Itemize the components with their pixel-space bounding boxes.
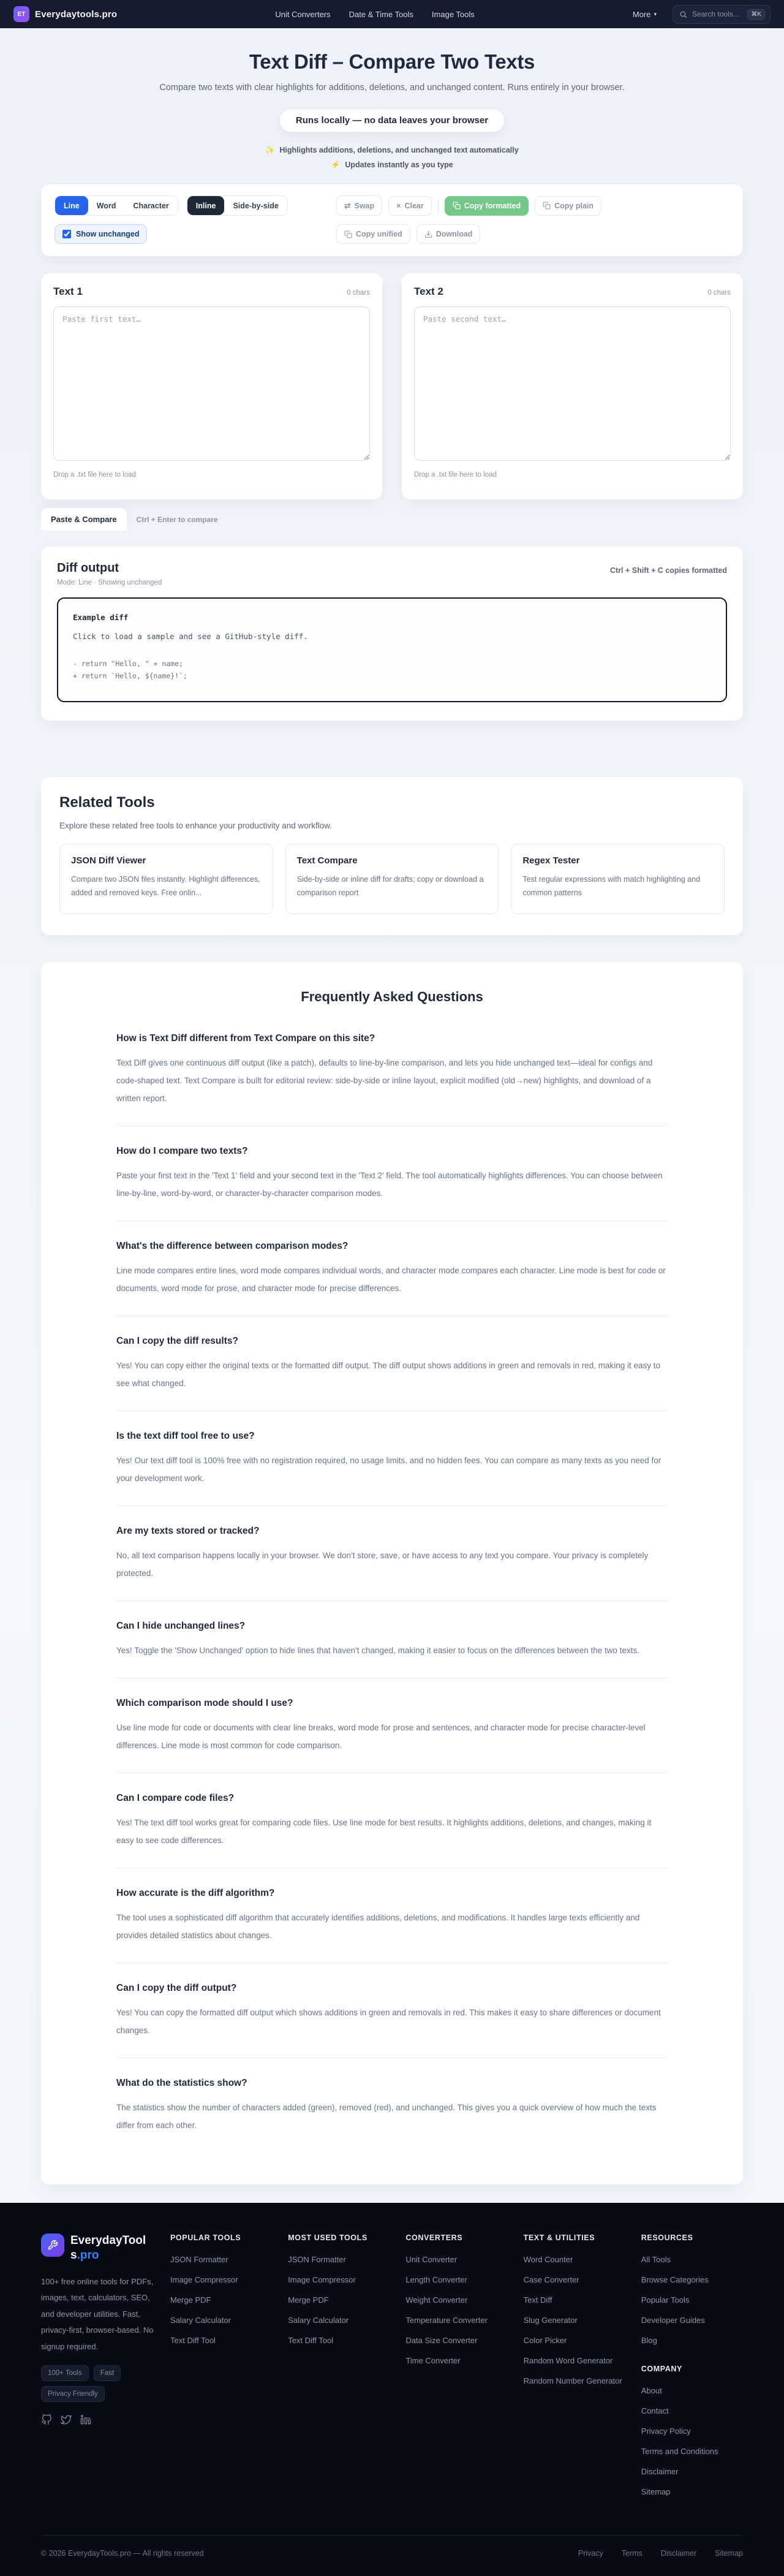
copy-plain-button[interactable] xyxy=(535,196,601,216)
footer-link[interactable]: JSON Formatter xyxy=(288,2255,346,2264)
footer-text-utilities-heading: TEXT & UTILITIES xyxy=(523,2233,595,2242)
footer-logo-icon xyxy=(41,2233,64,2257)
footer-badges xyxy=(41,2365,154,2402)
faq-answer: Line mode compares entire lines, word mode compares individual words, and character mode compares each character. Line mode is best for code or documents, word mode for prose, and character mode for precise differences. xyxy=(116,1265,666,1293)
faq-item xyxy=(116,1221,668,1316)
diff-copy-shortcut-hint: Ctrl + Shift + C copies formatted xyxy=(609,566,727,575)
faq-question: Is the text diff tool free to use? xyxy=(116,1430,255,1441)
nav-link[interactable]: Date & Time Tools xyxy=(349,9,413,19)
hero-features xyxy=(0,146,784,170)
text1-char-count: 0 chars xyxy=(347,289,370,297)
footer-link[interactable]: Temperature Converter xyxy=(405,2316,488,2325)
search-icon xyxy=(679,10,687,18)
nav-more-label: More xyxy=(632,9,651,19)
footer-brand-base: EverydayTools xyxy=(70,2234,146,2262)
show-unchanged-toggle[interactable] xyxy=(55,224,147,244)
copy-formatted-label: Copy formatted xyxy=(464,201,521,210)
site-footer xyxy=(0,2203,784,2576)
copy-formatted-button[interactable] xyxy=(445,196,529,216)
copy-icon xyxy=(543,202,551,210)
feature-text: Highlights additions, deletions, and unchanged text automatically xyxy=(279,146,519,154)
faq-title: Frequently Asked Questions xyxy=(301,988,483,1004)
text2-textarea[interactable] xyxy=(414,306,731,461)
clear-label: Clear xyxy=(404,201,424,210)
faq-item xyxy=(116,1601,668,1678)
footer-brand-column xyxy=(41,2233,154,2507)
page-subtitle: Compare two texts with clear highlights for additions, deletions, and unchanged content. Runs entirely in your browser. xyxy=(159,83,625,93)
search-input[interactable] xyxy=(673,5,771,24)
footer-most-used-links xyxy=(288,2254,390,2346)
faq-item xyxy=(116,2058,668,2153)
faq-answer: Paste your first text in the 'Text 1' field and your second text in the 'Text 2' field. The tool automatically highlights differences. You can choose between line-by-line, word-by-word, or character-by-character comparison modes. xyxy=(116,1170,663,1198)
diff-output-box[interactable] xyxy=(57,597,727,702)
footer-most-used-column xyxy=(288,2233,390,2507)
hero xyxy=(0,28,784,184)
granularity-segmented-control xyxy=(55,195,178,216)
faq-list xyxy=(116,1033,668,2153)
footer-link[interactable]: Privacy Policy xyxy=(641,2426,691,2436)
faq-answer: Text Diff gives one continuous diff output (like a patch), defaults to line-by-line comparison, and lets you hide unchanged text—ideal for configs and code-shaped text. Text Compare is built for editorial review: side-by-side or inline layout, explicit modified (old→new) highlights, and download of a written report. xyxy=(116,1058,653,1103)
faq-answer: The statistics show the number of characters added (green), removed (red), and unchanged. This gives you a quick overview of how much the texts differ from each other. xyxy=(116,2102,657,2130)
footer-brand-name xyxy=(70,2233,154,2263)
faq-item xyxy=(116,1868,668,1963)
runs-locally-badge: Runs locally — no data leaves your browser xyxy=(279,108,505,132)
main-nav xyxy=(117,10,633,19)
related-tool-desc: Side-by-side or inline diff for drafts; copy or download a comparison report xyxy=(296,874,484,897)
related-tool-title: Text Compare xyxy=(296,855,358,866)
footer-link[interactable]: Weight Converter xyxy=(405,2295,468,2305)
footer-link[interactable]: Merge PDF xyxy=(170,2295,211,2305)
show-unchanged-checkbox[interactable] xyxy=(62,230,71,238)
footer-link[interactable]: All Tools xyxy=(641,2255,671,2264)
footer-link[interactable]: Merge PDF xyxy=(288,2295,329,2305)
footer-link[interactable]: Slug Generator xyxy=(523,2316,578,2325)
linkedin-icon[interactable] xyxy=(80,2414,91,2425)
footer-link[interactable]: Text Diff Tool xyxy=(170,2336,216,2345)
footer-link[interactable]: Developer Guides xyxy=(641,2316,705,2325)
footer-link[interactable]: Terms and Conditions xyxy=(641,2447,718,2456)
chevron-down-icon: ▾ xyxy=(654,10,657,17)
layout-segmented-control xyxy=(187,195,288,216)
site-header xyxy=(0,0,784,28)
faq-answer: Yes! Toggle the 'Show Unchanged' option to hide lines that haven't changed, making it easier to focus on the differences between the two texts. xyxy=(116,1645,640,1655)
faq-answer: Yes! You can copy either the original texts or the formatted diff output. The diff output shows additions in green and removals in red, making it easy to see what changed. xyxy=(116,1360,661,1388)
show-unchanged-label: Show unchanged xyxy=(76,230,140,238)
copy-icon xyxy=(344,230,352,238)
faq-item xyxy=(116,1126,668,1221)
faq-question: Can I compare code files? xyxy=(116,1792,235,1803)
footer-social xyxy=(41,2414,154,2425)
feature-text: Updates instantly as you type xyxy=(345,161,453,169)
mode-word-button[interactable]: Word xyxy=(88,196,125,215)
swap-icon: ⇄ xyxy=(344,202,351,210)
footer-popular-links xyxy=(170,2254,272,2346)
footer-link[interactable]: Salary Calculator xyxy=(170,2316,231,2325)
text1-title: Text 1 xyxy=(53,286,83,297)
footer-description: 100+ free online tools for PDFs, images, text, calculators, SEO, and developer utilities. Fast, privacy-first, browser-based. No signup required. xyxy=(41,2276,154,2352)
footer-popular-heading: POPULAR TOOLS xyxy=(170,2233,241,2242)
copy-unified-label: Copy unified xyxy=(356,230,402,238)
footer-link[interactable]: Text Diff Tool xyxy=(288,2336,334,2345)
footer-resources-company-column xyxy=(641,2233,743,2507)
text-panels xyxy=(41,273,743,499)
related-tools-card xyxy=(41,777,743,935)
faq-question: Can I copy the diff results? xyxy=(116,1335,238,1346)
footer-badge: 100+ Tools xyxy=(41,2365,89,2381)
mode-line-button[interactable]: Line xyxy=(55,196,88,215)
diff-added-line: + return `Hello, ${name}!`; xyxy=(73,672,187,681)
faq-question: Can I hide unchanged lines? xyxy=(116,1620,246,1631)
footer-link[interactable]: Contact xyxy=(641,2406,669,2415)
footer-popular-column xyxy=(170,2233,272,2507)
faq-question: Are my texts stored or tracked? xyxy=(116,1525,260,1536)
faq-question: How do I compare two texts? xyxy=(116,1145,248,1156)
faq-answer: No, all text comparison happens locally in your browser. We don't store, save, or have access to any text you compare. Your privacy is completely protected. xyxy=(116,1550,649,1578)
footer-link[interactable]: Unit Converter xyxy=(405,2255,458,2264)
footer-company-links xyxy=(641,2385,743,2498)
diff-mode-status: Mode: Line · Showing unchanged xyxy=(57,579,162,586)
footer-text-utilities-column xyxy=(524,2233,625,2507)
nav-link[interactable]: Unit Converters xyxy=(275,9,331,19)
layout-side-by-side-button[interactable]: Side-by-side xyxy=(224,196,287,215)
footer-link[interactable]: Data Size Converter xyxy=(405,2336,478,2345)
faq-item xyxy=(116,1678,668,1773)
footer-link[interactable]: Color Picker xyxy=(523,2336,567,2345)
diff-sample-title: Example diff xyxy=(73,613,129,622)
compare-shortcut-hint: Ctrl + Enter to compare xyxy=(136,515,218,524)
footer-bottom-link[interactable]: Disclaimer xyxy=(660,2549,697,2558)
footer-link[interactable]: Blog xyxy=(641,2336,657,2345)
footer-link[interactable]: Time Converter xyxy=(405,2356,461,2365)
footer-bottom-link[interactable]: Privacy xyxy=(578,2549,603,2558)
faq-item xyxy=(116,1411,668,1506)
brand[interactable] xyxy=(13,6,117,22)
faq-question: How is Text Diff different from Text Compare on this site? xyxy=(116,1032,375,1044)
footer-brand-tld: .pro xyxy=(77,2248,99,2262)
footer-link[interactable]: Word Counter xyxy=(523,2255,573,2264)
related-tool-card[interactable] xyxy=(59,844,273,914)
faq-answer: Use line mode for code or documents with clear line breaks, word mode for prose and sentences, and character mode for precise character-level differences. Line mode is most common for code comparison. xyxy=(116,1722,646,1750)
footer-link[interactable]: Popular Tools xyxy=(641,2295,690,2305)
nav-more-menu[interactable] xyxy=(633,10,657,19)
footer-badge: Fast xyxy=(94,2365,121,2381)
faq-question: What do the statistics show? xyxy=(116,2077,247,2088)
related-tools-title: Related Tools xyxy=(59,794,155,811)
footer-converters-links xyxy=(405,2254,507,2366)
footer-link[interactable]: Random Number Generator xyxy=(523,2376,622,2385)
github-icon[interactable] xyxy=(41,2414,52,2425)
faq-question: Which comparison mode should I use? xyxy=(116,1697,293,1708)
footer-link[interactable]: About xyxy=(641,2386,662,2395)
footer-link[interactable]: Browse Categories xyxy=(641,2275,709,2284)
faq-answer: Yes! Our text diff tool is 100% free with no registration required, no usage limits, and no hidden fees. You can compare as many texts as you need for your development work. xyxy=(116,1455,662,1483)
faq-question: What's the difference between comparison modes? xyxy=(116,1240,349,1251)
footer-bottom-link[interactable]: Sitemap xyxy=(715,2549,743,2558)
footer-link[interactable]: Salary Calculator xyxy=(288,2316,349,2325)
diff-output-title: Diff output xyxy=(57,561,119,575)
swap-button[interactable] xyxy=(336,195,382,216)
footer-link[interactable]: Random Word Generator xyxy=(523,2356,613,2365)
download-button[interactable] xyxy=(417,224,481,244)
diff-removed-line: - return "Hello, " + name; xyxy=(73,659,184,668)
diff-output-card xyxy=(41,547,743,721)
footer-resources-links xyxy=(641,2254,743,2346)
faq-answer: The tool uses a sophisticated diff algorithm that accurately identifies additions, deletions, and modifications. It handles large texts efficiently and provides detailed statistics about changes. xyxy=(116,1912,640,1940)
faq-item xyxy=(116,1033,668,1126)
footer-link[interactable]: Image Compressor xyxy=(288,2275,356,2284)
swap-label: Swap xyxy=(354,201,375,210)
related-tool-card[interactable] xyxy=(511,844,725,914)
compare-bar xyxy=(41,508,743,531)
footer-text-utilities-links xyxy=(524,2254,625,2387)
footer-bottom-bar xyxy=(41,2535,743,2576)
paste-compare-button[interactable]: Paste & Compare xyxy=(41,508,127,531)
faq-item xyxy=(116,1963,668,2058)
related-tools-grid xyxy=(59,844,725,914)
faq-card xyxy=(41,962,743,2184)
faq-item xyxy=(116,1506,668,1601)
footer-bottom-link[interactable]: Terms xyxy=(621,2549,643,2558)
diff-sample-desc: Click to load a sample and see a GitHub-style diff. xyxy=(73,631,308,641)
related-tool-title: Regex Tester xyxy=(522,855,580,866)
related-tool-desc: Compare two JSON files instantly. Highlight differences, added and removed keys. Free onlin... xyxy=(71,874,260,897)
footer-converters-column xyxy=(405,2233,507,2507)
nav-link[interactable]: Image Tools xyxy=(431,9,475,19)
search-kbd-badge: ⌘K xyxy=(747,9,765,20)
faq-question: Can I copy the diff output? xyxy=(116,1982,237,1993)
footer-bottom-links xyxy=(578,2549,743,2558)
copyright-text: © 2026 EverydayTools.pro — All rights reserved xyxy=(41,2549,204,2558)
related-tool-card[interactable] xyxy=(285,844,499,914)
text1-textarea[interactable] xyxy=(53,306,370,461)
feature-icon: ✨ xyxy=(265,146,275,154)
related-tool-title: JSON Diff Viewer xyxy=(71,855,146,866)
toolbar-divider xyxy=(438,198,439,214)
footer-company-heading: COMPANY xyxy=(641,2365,682,2373)
footer-converters-heading: CONVERTERS xyxy=(405,2233,463,2242)
footer-link[interactable]: Image Compressor xyxy=(170,2275,238,2284)
text2-drop-hint: Drop a .txt file here to load xyxy=(414,471,497,479)
footer-link[interactable]: Disclaimer xyxy=(641,2467,679,2476)
mode-character-button[interactable]: Character xyxy=(124,196,177,215)
search-placeholder: Search tools... xyxy=(692,10,739,18)
download-icon xyxy=(424,230,432,238)
text2-title: Text 2 xyxy=(414,286,443,297)
copy-plain-label: Copy plain xyxy=(554,201,594,210)
footer-most-used-heading: MOST USED TOOLS xyxy=(288,2233,368,2242)
page-title: Text Diff – Compare Two Texts xyxy=(249,50,535,73)
clear-icon: × xyxy=(396,201,401,210)
footer-link[interactable]: Length Converter xyxy=(405,2275,467,2284)
faq-item xyxy=(116,1773,668,1868)
hero-feature xyxy=(0,146,784,155)
footer-link[interactable]: Sitemap xyxy=(641,2487,671,2496)
faq-answer: Yes! The text diff tool works great for comparing code files. Use line mode for best results. It highlights additions, deletions, and changes, making it easy to see code differences. xyxy=(116,1817,652,1845)
diff-toolbar xyxy=(41,184,743,256)
related-tools-subtitle: Explore these related free tools to enhance your productivity and workflow. xyxy=(59,820,332,830)
footer-link[interactable]: Text Diff xyxy=(523,2295,552,2305)
text1-panel xyxy=(41,273,382,499)
download-label: Download xyxy=(435,230,473,238)
text1-drop-hint: Drop a .txt file here to load xyxy=(53,471,136,479)
brand-name: Everydaytools.pro xyxy=(35,9,118,20)
footer-resources-heading: RESOURCES xyxy=(641,2233,693,2242)
copy-icon xyxy=(453,202,461,210)
footer-link[interactable]: Case Converter xyxy=(523,2275,579,2284)
layout-inline-button[interactable]: Inline xyxy=(187,196,225,215)
hero-feature xyxy=(0,161,784,170)
faq-answer: Yes! You can copy the formatted diff output which shows additions in green and removals in red. This makes it easy to share differences or document changes. xyxy=(116,2007,661,2035)
clear-button[interactable] xyxy=(388,196,432,216)
faq-question: How accurate is the diff algorithm? xyxy=(116,1887,275,1898)
wrench-icon xyxy=(47,2240,58,2251)
footer-link[interactable]: JSON Formatter xyxy=(170,2255,228,2264)
text2-panel xyxy=(402,273,743,499)
brand-logo-icon: ET xyxy=(13,6,29,22)
faq-item xyxy=(116,1316,668,1411)
text2-char-count: 0 chars xyxy=(707,289,731,297)
footer-badge: Privacy Friendly xyxy=(41,2386,105,2402)
feature-icon: ⚡ xyxy=(331,161,341,169)
copy-unified-button[interactable] xyxy=(336,224,410,244)
related-tool-desc: Test regular expressions with match highlighting and common patterns xyxy=(522,874,701,897)
twitter-icon[interactable] xyxy=(61,2414,72,2425)
